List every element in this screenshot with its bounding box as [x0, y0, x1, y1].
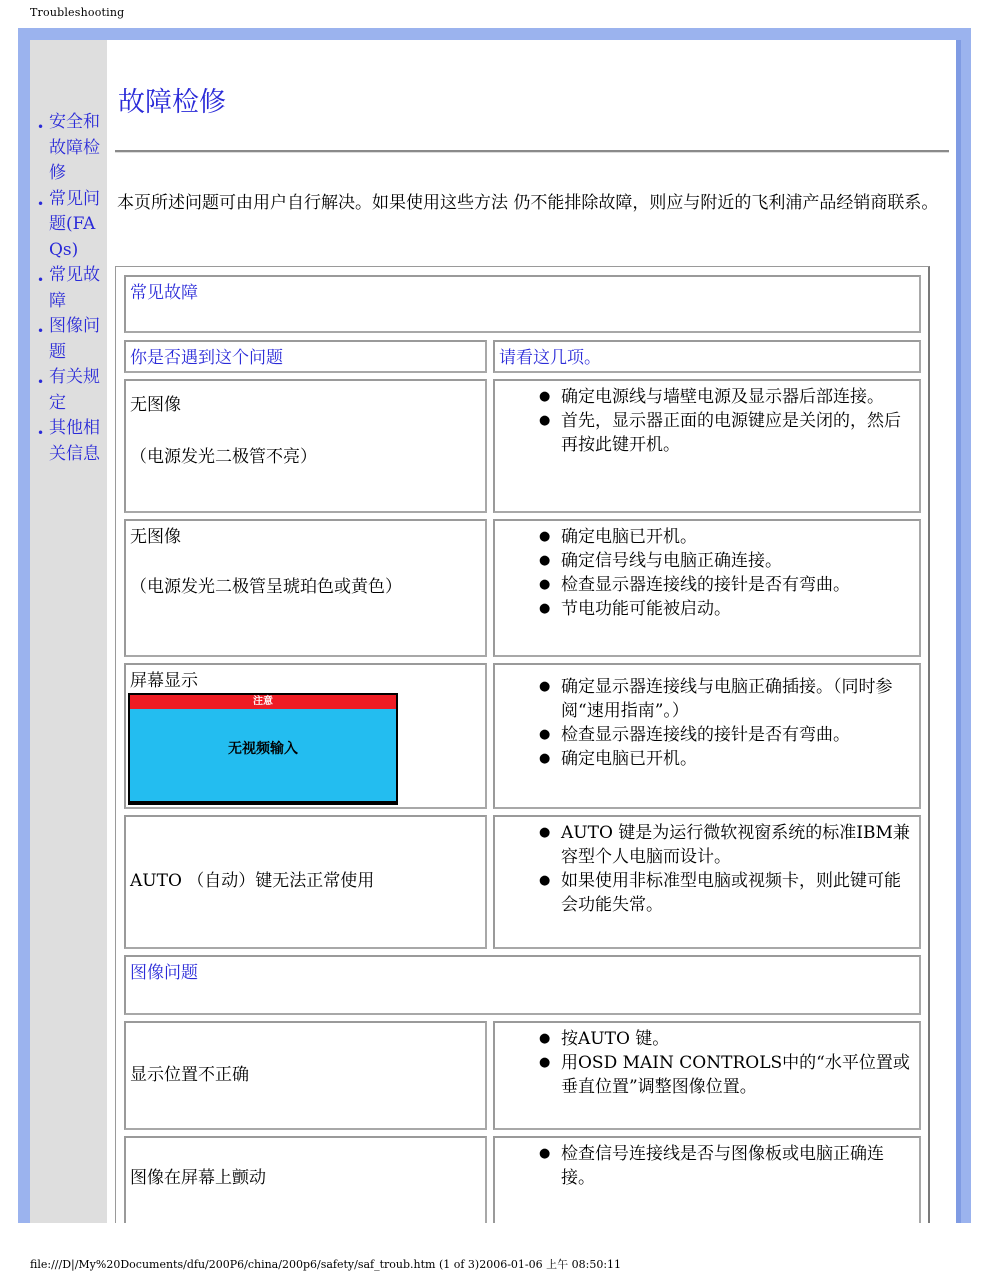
- check-list: [499, 525, 915, 621]
- bullet-icon: •: [37, 120, 45, 134]
- table-row-problem: AUTO （自动）键无法正常使用: [124, 815, 487, 949]
- sidebar-item-regulatory[interactable]: [36, 365, 106, 416]
- check-list: [499, 675, 915, 771]
- sidebar-item-safety[interactable]: [36, 110, 106, 187]
- table-row-checks: [493, 815, 921, 949]
- section-header-common: 常见故障: [124, 275, 921, 333]
- table-row-problem: 无图像 （电源发光二极管不亮）: [124, 379, 487, 513]
- section-header-image: 图像问题: [124, 955, 921, 1015]
- table-row-checks: [493, 663, 921, 809]
- title-divider: [115, 150, 949, 153]
- list-item: ● 用OSD MAIN CONTROLS中的“水平位置或垂直位置”调整图像位置。: [539, 1051, 915, 1099]
- sidebar-item-faqs[interactable]: [36, 187, 106, 264]
- list-item: ● 检查显示器连接线的接针是否有弯曲。: [539, 723, 915, 747]
- table-row-checks: [493, 379, 921, 513]
- sidebar: [30, 40, 107, 1223]
- table-row-checks: [493, 1136, 921, 1223]
- print-footer: file:///D|/My%20Documents/dfu/200P6/china/200p6/safety/saf_troub.htm (1 of 3)2006-01-06 上午 08:50:11: [30, 1258, 622, 1271]
- list-item: ● 首先，显示器正面的电源键应是关闭的，然后再按此键开机。: [539, 409, 915, 457]
- frame-stripe: [956, 40, 961, 1223]
- list-item: ● AUTO 键是为运行微软视窗系统的标准IBM兼容型个人电脑而设计。: [539, 821, 915, 869]
- check-list: [499, 1142, 915, 1190]
- list-item: ● 检查显示器连接线的接针是否有弯曲。: [539, 573, 915, 597]
- table-row-checks: [493, 1021, 921, 1130]
- list-item: ● 确定显示器连接线与电脑正确插接。（同时参阅“速用指南”。）: [539, 675, 915, 723]
- table-row-problem: 图像在屏幕上颤动: [124, 1136, 487, 1223]
- sidebar-link[interactable]: 图像问题: [49, 316, 100, 362]
- sidebar-nav: [36, 110, 106, 467]
- sidebar-link[interactable]: 有关规定: [49, 367, 100, 413]
- table-row-problem: 无图像 （电源发光二极管呈琥珀色或黄色）: [124, 519, 487, 657]
- list-item: ● 按AUTO 键。: [539, 1027, 915, 1051]
- list-item: ● 确定信号线与电脑正确连接。: [539, 549, 915, 573]
- column-header-problem: 你是否遇到这个问题: [124, 340, 487, 373]
- list-item: ● 节电功能可能被启动。: [539, 597, 915, 621]
- list-item: ● 如果使用非标准型电脑或视频卡，则此键可能会功能失常。: [539, 869, 915, 917]
- check-list: [499, 1027, 915, 1099]
- page-title: 故障检修: [118, 87, 226, 118]
- sidebar-link[interactable]: 常见故障: [49, 265, 100, 311]
- sidebar-link[interactable]: 其他相关信息: [49, 418, 100, 464]
- sidebar-item-common-problems[interactable]: [36, 263, 106, 314]
- sidebar-item-other-info[interactable]: [36, 416, 106, 467]
- table-row-problem: 屏幕显示 注意 无视频输入: [124, 663, 487, 809]
- bullet-icon: •: [37, 196, 45, 211]
- sidebar-link[interactable]: 安全和故障检修: [49, 112, 100, 183]
- bullet-icon: •: [37, 273, 45, 287]
- list-item: ● 确定电源线与墙壁电源及显示器后部连接。: [539, 385, 915, 409]
- troubleshooting-table: [115, 266, 930, 1223]
- table-row-checks: [493, 519, 921, 657]
- list-item: ● 确定电脑已开机。: [539, 747, 915, 771]
- bullet-icon: •: [37, 375, 45, 389]
- print-header: Troubleshooting: [30, 6, 125, 19]
- check-list: [499, 821, 915, 917]
- bullet-icon: •: [37, 324, 45, 338]
- osd-message-image: [128, 693, 398, 805]
- page-frame: [18, 28, 971, 1223]
- intro-paragraph: 本页所述问题可由用户自行解决。如果使用这些方法 仍不能排除故障，则应与附近的飞利浦产品经销商联系。: [117, 193, 939, 213]
- sidebar-link[interactable]: 常见问题(FAQs): [49, 188, 100, 260]
- osd-title: 注意: [130, 695, 396, 709]
- sidebar-item-imaging-problems[interactable]: [36, 314, 106, 365]
- osd-message: 无视频输入: [130, 709, 396, 801]
- column-header-check: 请看这几项。: [493, 340, 921, 373]
- bullet-icon: •: [37, 426, 45, 440]
- list-item: ● 检查信号连接线是否与图像板或电脑正确连接。: [539, 1142, 915, 1190]
- frame-inner: [30, 40, 956, 1223]
- check-list: [499, 385, 915, 457]
- list-item: ● 确定电脑已开机。: [539, 525, 915, 549]
- table-row-problem: 显示位置不正确: [124, 1021, 487, 1130]
